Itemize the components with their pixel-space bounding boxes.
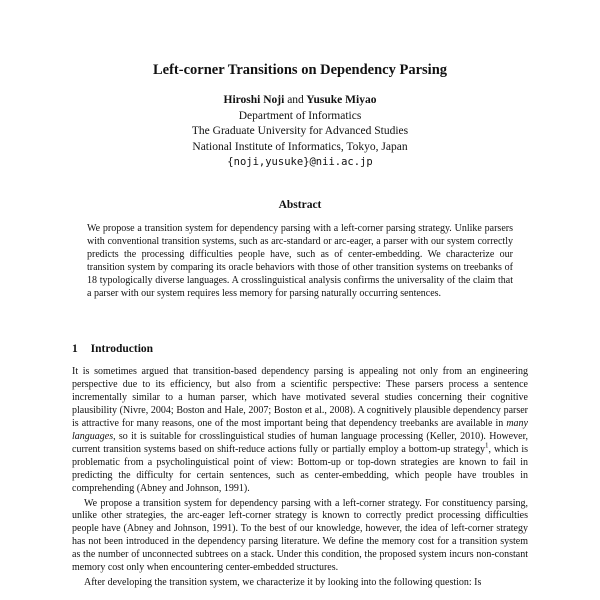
- author-conjunction: and: [287, 94, 304, 106]
- author-email: {noji,yusuke}@nii.ac.jp: [227, 156, 373, 169]
- intro-paragraph-1: [72, 366, 528, 496]
- author-names: [0, 93, 600, 109]
- section-title: Introduction: [90, 343, 154, 355]
- abstract-heading: Abstract: [278, 199, 322, 211]
- intro-p1-part-a: It is sometimes argued that transition-based dependency parsing is appealing not only from an engineering perspective due to its efficiency, but also from a scientific perspective: These parsers process a sentence incrementally similar to a human parser, which have motivated several studies concerning their cognitive plausibility (Nivre, 2004; Boston and Hale, 2007; Boston et al., 2008). A cognitively plausible dependency parser is attractive for many reasons, one of the most important being that dependency treebanks are available in: [72, 366, 528, 429]
- intro-p1-emphasis: many languages: [72, 417, 528, 442]
- intro-p1-part-b: , so it is suitable for crosslinguistical studies of human language processing (Keller, 2010). However, current transition systems based on shift-reduce actions fully or partially employ a bottom-up strategy: [72, 430, 528, 455]
- affiliation-line-2: The Graduate University for Advanced Studies: [191, 125, 409, 138]
- author-first: Hiroshi Noji: [223, 94, 285, 106]
- section-number: 1: [72, 343, 78, 355]
- footnote-marker[interactable]: 1: [485, 441, 489, 450]
- abstract-text: We propose a transition system for dependency parsing with a left-corner parsing strategy. Unlike parsers with conventional transition systems, such as arc-standard or arc-eager, a parser with our system correctly predicts the processing difficulties people have, such as of center-embedding. We characterize our transition system by comparing its oracle behaviors with those of other transition systems on treebanks of 18 typologically diverse languages. A crosslinguistical analysis confirms the universality of the claim that a parser with our system requires less memory for parsing naturally occurring sentences.: [87, 223, 513, 300]
- paper-title: Left-corner Transitions on Dependency Parsing: [152, 62, 448, 78]
- author-block: [0, 93, 600, 171]
- affiliation-line-1: Department of Informatics: [238, 109, 362, 122]
- introduction-body: [72, 366, 528, 590]
- intro-p1-part-c: , which is problematic from a psycholinguistical point of view: Bottom-up or top-down strategies are known to fail in predicting the difficulty for certain sentences, such as center-embedding, which people have troubles in comprehending (Abney and Johnson, 1991).: [72, 443, 529, 494]
- author-second: Yusuke Miyao: [306, 94, 377, 106]
- intro-paragraph-3: After developing the transition system, we characterize it by looking into the following question: Is: [84, 577, 482, 589]
- affiliation-line-3: National Institute of Informatics, Tokyo, Japan: [192, 140, 408, 153]
- section-heading: [72, 343, 153, 355]
- intro-paragraph-2: We propose a transition system for dependency parsing with a left-corner strategy. For constituency parsing, unlike other strategies, the arc-eager left-corner strategy is known to correctly predict processing difficulties people have (Abney and Johnson, 1991). To the best of our knowledge, however, the idea of left-corner strategy has not been introduced in the dependency parsing literature. We define the memory cost for a transition system as the number of unconnected subtrees on a stack. Under this condition, the proposed system incurs non-constant memory cost only when encountering center-embedded structures.: [72, 497, 528, 574]
